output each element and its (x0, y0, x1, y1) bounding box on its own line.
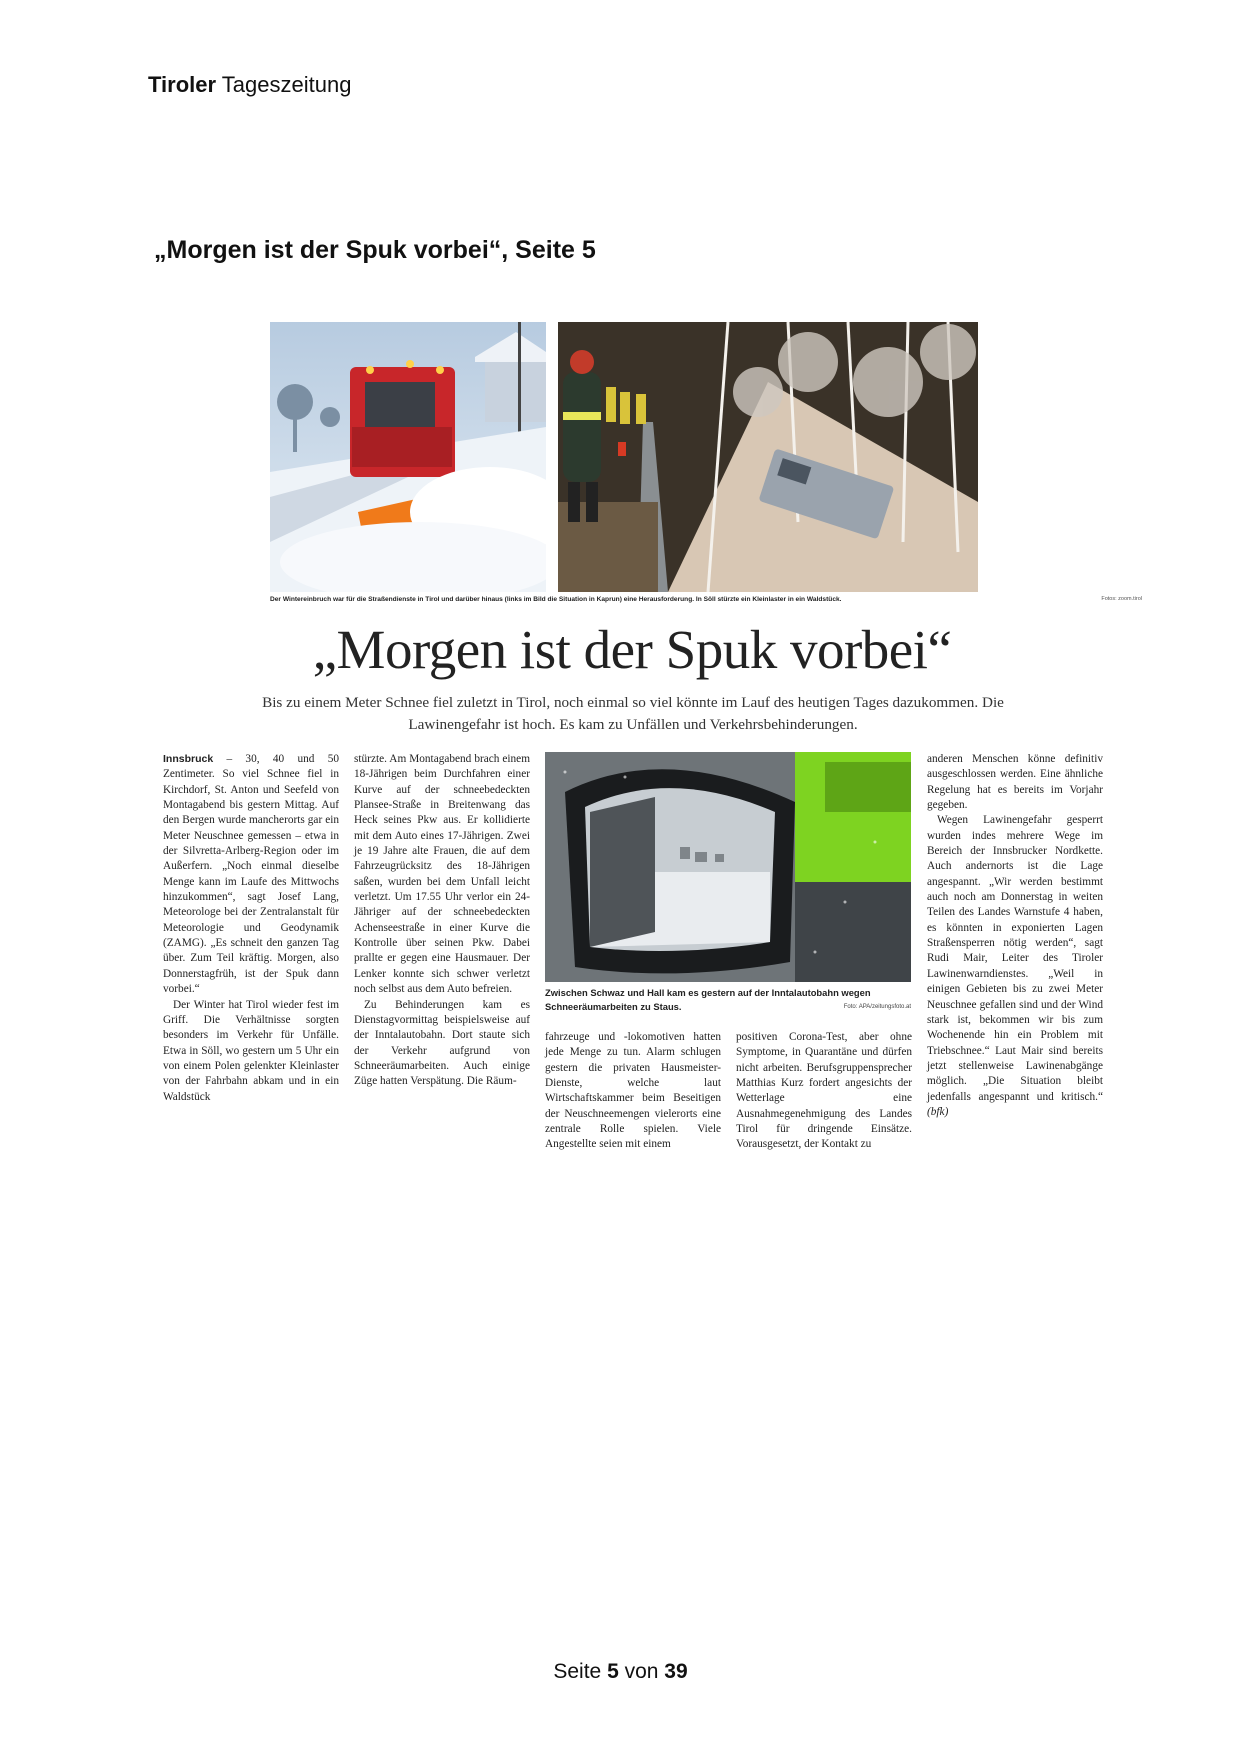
accident-photo (558, 322, 978, 592)
dateline: Innsbruck (163, 753, 214, 765)
mirror-photo-caption-text: Zwischen Schwaz und Hall kam es gestern auf der Inntalautobahn wegen Schneeräumarbeiten zu Staus. (545, 987, 871, 1012)
snowplough-image (270, 322, 546, 592)
footer-middle: von (624, 1660, 659, 1683)
page-footer (0, 1660, 1241, 1684)
column-4-paragraph-1: positiven Corona-Test, aber ohne Symptome, in Quarantäne und dürfen nicht arbeiten. Berufsgruppensprecher Matthias Kurz fordert angesichts der Wetterlage eine Ausnahmegenehmigung des Landes Tirol für dringende Einsätze. Vorausgesetzt, der Kontakt zu (736, 1031, 912, 1151)
footer-page-number: 5 (607, 1660, 619, 1683)
article-column-3 (545, 1030, 721, 1153)
column-1-paragraph-1 (163, 752, 339, 998)
article-headline: „Morgen ist der Spuk vorbei“ (312, 619, 952, 680)
article-heading: „Morgen ist der Spuk vorbei“, Seite 5 (154, 236, 596, 264)
newspaper-clipping (158, 322, 1142, 1176)
top-photo-caption-text: Der Wintereinbruch war für die Straßendienste in Tirol und darüber hinaus (links im Bild die Situation in Kaprun) eine Herausforderung. In Söll stürzte ein Kleinlaster in ein Waldstück. (270, 596, 842, 603)
mirror-photo (545, 752, 911, 982)
column-1-paragraph-1-text: – 30, 40 und 50 Zentimeter. So viel Schnee fiel in Kirchdorf, St. Anton und Seefeld von Montagabend bis gestern Mittag. Auf den Bergen wurde mancherorts gar ein Meter Neuschnee gemessen – etwa in der Silvretta-Arlberg-Region oder im Außerfern. „Noch einmal dieselbe Menge kann im Laufe des Mittwochs hinzukommen“, sagt Josef Lang, Meteorologe bei der Zentralanstalt für Meteorologie und Geodynamik (ZAMG). „Es schneit den ganzen Tag über. Zum Teil kräftig. Morgen, also Donnerstagfrüh, ist der Spuk dann vorbei.“ (163, 753, 339, 996)
accident-image (558, 322, 978, 592)
article-lead: Bis zu einem Meter Schnee fiel zuletzt in Tirol, noch einmal so viel könnte im Lauf des heutigen Tages dazukommen. Die Lawinengefahr ist hoch. Es kam zu Unfällen und Verkehrsbehinderungen. (262, 694, 1004, 733)
top-photo-caption (270, 596, 1142, 603)
article-column-5 (927, 752, 1103, 1120)
column-2-paragraph-1: stürzte. Am Montagabend brach einem 18-Jährigen beim Durchfahren einer Kurve auf der schneebedeckten Plansee-Straße in Breitenwang das Heck seines Pkw aus. Er kollidierte mit dem Auto eines 17-Jährigen. Zwei je 19 Jahre alte Frauen, die auf dem Fahrzeugrücksitz des 18-Jährigen saßen, wurden bei dem Unfall leicht verletzt. Um 17.55 Uhr verlor ein 24-Jähriger auf der schneebedeckten Achenseestraße in einer Kurve die Kontrolle über seinen Pkw. Dabei prallte er gegen eine Hausmauer. Der Lenker konnte sich schwer verletzt noch selbst aus dem Auto befreien. (354, 753, 530, 996)
publication-name (148, 72, 351, 98)
snowplough-photo (270, 322, 546, 592)
mirror-photo-caption (545, 986, 911, 1014)
column-5-paragraph-2 (927, 813, 1103, 1120)
footer-prefix: Seite (553, 1660, 602, 1683)
brand-rest: Tageszeitung (221, 72, 352, 97)
column-2-paragraph-2: Zu Behinderungen kam es Dienstagvormittag beispielsweise auf der Inntalautobahn. Dort staute sich der Verkehr aufgrund von Schneeräumarbeiten. Auch einige Züge hatten Verspätung. Die Räum- (354, 998, 530, 1088)
brand-bold: Tiroler (148, 72, 217, 97)
mirror-image (545, 752, 911, 982)
article-column-4 (736, 1030, 912, 1153)
column-1-paragraph-2: Der Winter hat Tirol wieder fest im Griff. Die Verhältnisse sorgten besonders im Verkehr für Unfälle. Etwa in Söll, wo gestern um 5 Uhr ein von einem Polen gelenkter Kleinlaster von der Fahrbahn abkam und in ein Waldstück (163, 998, 339, 1103)
author-byline: (bfk) (927, 1105, 949, 1118)
column-5-paragraph-2-text: Wegen Lawinengefahr gesperrt wurden indes mehrere Wege im Bereich der Innsbrucker Nordkette. Auch andernorts ist die Lage angespannt. „Wir werden bestimmt auch noch am Donnerstag in weiten Teilen des Landes Warnstufe 4 haben, es könnten in exponierten Lagen Straßensperren nötig werden“, sagt Rudi Mair, Leiter des Tiroler Lawinenwarndienstes. „Weil in einigen Gebieten bis zu zwei Meter Neuschnee gefallen sind und der Wind stark ist, bekommen wir bis zum Wochenende hin ein Problem mit Triebschnee.“ Laut Mair sind bereits jetzt stellenweise Lawinenabgänge möglich. „Die Situation bleibt jedenfalls angespannt und kritisch.“ (927, 814, 1103, 1103)
article-column-2 (354, 752, 530, 1090)
mirror-photo-credit: Foto: APA/zeitungsfoto.at (843, 1004, 911, 1010)
column-5-paragraph-1: anderen Menschen könne definitiv ausgeschlossen werden. Eine ähnliche Regelung hat es bereits im Vorjahr gegeben. (927, 753, 1103, 812)
column-3-paragraph-1: fahrzeuge und -lokomotiven hatten jede Menge zu tun. Alarm schlugen gestern die privaten Hausmeister-Dienste, welche laut Wirtschaftskammer beim Beseitigen der Neuschneemengen vielerorts eine zentrale Rolle spielen. Viele Angestellte seien mit einem (545, 1031, 721, 1151)
top-photo-credit: Fotos: zoom.tirol (1101, 596, 1142, 602)
footer-total-pages: 39 (664, 1660, 688, 1683)
article-column-1 (163, 752, 339, 1105)
